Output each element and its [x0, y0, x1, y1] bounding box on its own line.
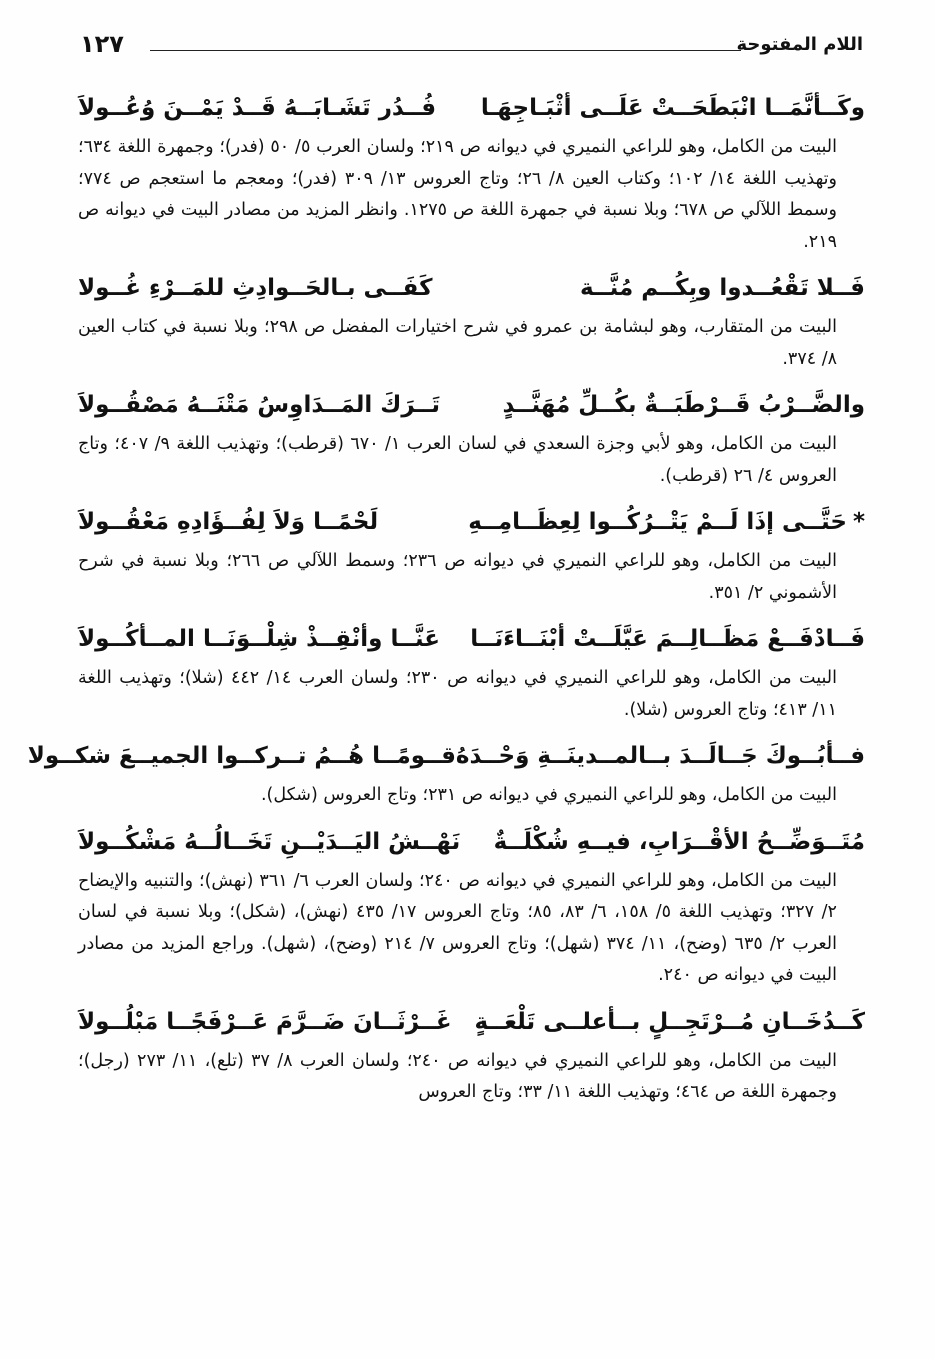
verse-second-hemistich: لَحْمًــا وَلاَ لِفُــؤَادِهِ مَعْقُــولاَ	[78, 509, 379, 535]
verse-line	[27, 732, 865, 780]
verse-line	[78, 84, 865, 132]
verse-second-hemistich: نَهْــشُ اليَــدَيْــنِ تَخَــالُــهُ مَشْكُــولاَ	[78, 828, 461, 855]
verse-first-hemistich: حَتَّــى إذَا لَــمْ يَتْــرُكُــوا لِعِظَــامِــهِ	[468, 509, 847, 535]
running-title: اللام المفتوحة	[736, 34, 863, 55]
verse-note: البيت من الكامل، وهو للراعي النميري في ديوانه ص ٢٣١؛ وتاج العروس (شكل).	[260, 785, 837, 805]
verse-first-hemistich: فَــادْفَــعْ مَظَــالِــمَ عَيَّلَــتْ أبْنَــاءَنَــا	[470, 626, 865, 652]
verse-second-hemistich: فُــدُر تَشَـابَــهُ قَــدْ يَمْــنَ وُعُــولاَ	[78, 95, 437, 121]
verse-note: البيت من الكامل، وهو للراعي النميري في ديوانه ص ٢٤٠؛ ولسان العرب ٨/ ٣٧ (تلع)، ١١/ ٢٧٣ (رجل)؛ وجمهرة اللغة ص ٤٦٤؛ وتهذيب اللغة ١١/ ٣٣؛ وتاج العروس	[78, 1050, 837, 1102]
verse-line	[78, 615, 865, 663]
verse-entry	[27, 732, 865, 812]
page-header	[80, 30, 863, 70]
verse-second-hemistich: غَــرْثَــانَ ضَــرَّمَ عَــرْفَجًــا مَبْلُــولاَ	[78, 1008, 452, 1035]
verse-first-hemistich: فَــلا تَقْعُــدوا وبِكُــم مُنَّــة	[580, 275, 865, 301]
verse-first-hemistich: مُتَــوَضِّــحُ الأقْــرَابِ، فيــهِ شُكْلَــةٌ	[493, 828, 865, 855]
verse-note: البيت من الكامل، وهو للراعي النميري في ديوانه ص ٢١٩؛ ولسان العرب ٥/ ٥٠ (فدر)؛ وجمهرة اللغة ٦٣٤؛ وتهذيب اللغة ١٤/ ١٠٢؛ وكتاب العين ٨/ ٢٦؛ وتاج العروس ١٣/ ٣٠٩ (فدر)؛ ومعجم ما استعجم ص ٧٧٤؛ وسمط اللآلي ص ٦٧٨؛ وبلا نسبة في جمهرة اللغة ص ١٢٧٥. وانظر المزيد من مصادر البيت في ديوانه ص ٢١٩.	[78, 137, 837, 252]
verse-note: البيت من الكامل، وهو للراعي النميري في ديوانه ص ٢٣٦؛ وسمط اللآلي ص ٢٦٦؛ وبلا نسبة في شرح الأشموني ٢/ ٣٥١.	[78, 551, 837, 603]
verse-note: البيت من الكامل، وهو لأبي وجزة السعدي في لسان العرب ١/ ٦٧٠ (قرطب)؛ وتهذيب اللغة ٩/ ٤٠٧؛ وتاج العروس ٤/ ٢٦ (قرطب).	[78, 434, 837, 486]
verse-second-hemistich: كَفَــى بـالحَــوادِثِ للمَــرْءِ غُــولا	[78, 275, 433, 301]
verse-entry	[78, 615, 865, 726]
verse-entry	[78, 84, 865, 258]
header-rule	[150, 50, 741, 51]
verse-entry	[78, 818, 865, 992]
verse-line	[78, 381, 865, 429]
verse-first-hemistich-group	[468, 509, 865, 535]
verse-entry	[78, 498, 865, 609]
page-content	[27, 84, 865, 1115]
page-number: ١٢٧	[80, 30, 124, 58]
verse-second-hemistich: عَنَّــا وأنْقِــذْ شِلْــوَنَــا المــأكُــولاَ	[78, 626, 440, 652]
verse-note: البيت من المتقارب، وهو لبشامة بن عمرو في شرح اختيارات المفضل ص ٢٩٨؛ وبلا نسبة في كتاب العين ٨/ ٣٧٤.	[78, 317, 837, 369]
verse-first-hemistich: فــأبُــوكَ جَــالَــدَ بــالمــدينَــةِ وَحْــدَهُ	[455, 743, 865, 769]
verse-line	[78, 818, 865, 866]
verse-entry	[78, 998, 865, 1109]
verse-note: البيت من الكامل، وهو للراعي النميري في ديوانه ص ٢٤٠؛ ولسان العرب ٦/ ٣٦١ (نهش)؛ والتنبيه والإيضاح ٢/ ٣٢٧؛ وتهذيب اللغة ٥/ ١٥٨، ٦/ ٨٣، ٨٥؛ وتاج العروس ١٧/ ٤٣٥ (نهش)، (شكل)؛ وبلا نسبة في لسان العرب ٢/ ٦٣٥ (وضح)، ١١/ ٣٧٤ (شهل)؛ وتاج العروس ٧/ ٢١٤ (وضح)، (شهل). وراجع المزيد من مصادر البيت في ديوانه ص ٢٤٠.	[78, 870, 837, 985]
verse-entry	[78, 264, 865, 375]
verse-entry	[78, 381, 865, 492]
verse-first-hemistich: كَــدُخَــانِ مُــرْتَجِــلٍ بــأعلــى تَلْعَــةٍ	[474, 1008, 865, 1035]
verse-line	[78, 498, 865, 546]
verse-first-hemistich: وكَــأنَّمَــا انْبَطَحَــتْ عَلَــى أثْبَـاجِهَـا	[480, 95, 865, 121]
star-marker: *	[852, 509, 865, 535]
verse-note: البيت من الكامل، وهو للراعي النميري في ديوانه ص ٢٣٠؛ ولسان العرب ١٤/ ٤٤٢ (شلا)؛ وتهذيب اللغة ١١/ ٤١٣؛ وتاج العروس (شلا).	[78, 668, 837, 720]
verse-second-hemistich: تَــرَكَ المَــدَاوِسُ مَتْنَــهُ مَصْقُــولاَ	[78, 392, 441, 418]
verse-line	[78, 264, 865, 312]
verse-first-hemistich: والضَّــرْبُ قَــرْطَبَــةٌ بكُــلِّ مُهَنَّــدٍ	[502, 392, 865, 418]
verse-second-hemistich: قــومًــا هُــمُ تــركــوا الجميــعَ شكــولا	[27, 743, 456, 769]
verse-line	[78, 998, 865, 1046]
